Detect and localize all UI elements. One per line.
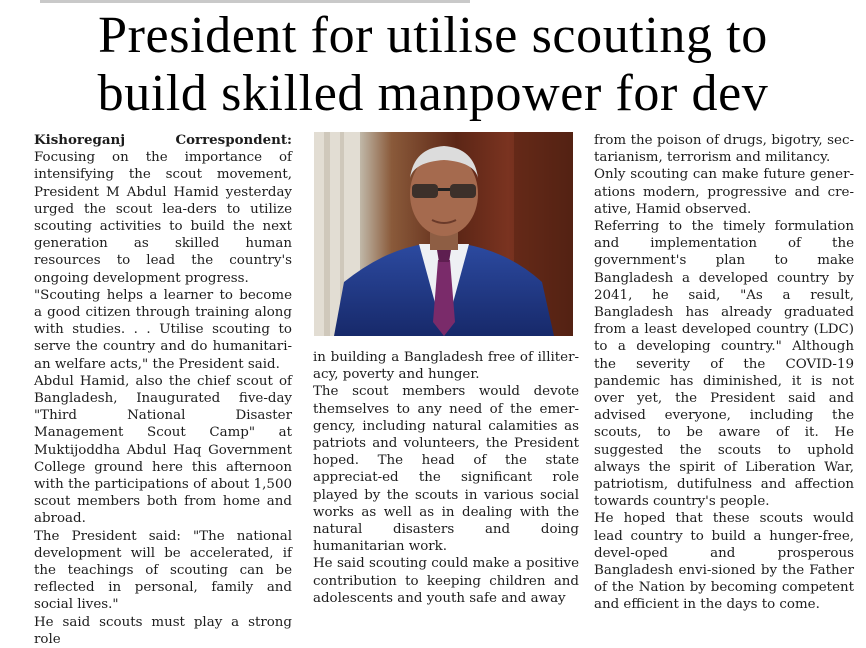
headline-line-1: President for utilise scouting to	[98, 7, 768, 64]
paragraph-text: Focusing on the importance of intensifying the scout movement, President M Abdul Hamid yesterday urged the scout lea-ders to utilize scouting activities to build the next generation as skilled human resources to lead the country's ongoing development progress.	[34, 150, 292, 286]
paragraph: He hoped that these scouts would lead country to build a hunger-free, devel-oped and prosperous Bangladesh envi-sioned by the Father of the Nation by becoming competent and efficient in the days to come.	[594, 511, 854, 613]
president-photo	[314, 132, 573, 336]
article-column-1	[34, 132, 292, 648]
paragraph: He said scouting could make a positive contribution to keeping children and adolescents and youth safe and away	[313, 556, 579, 606]
article-column-2	[313, 349, 579, 607]
top-rule	[40, 0, 470, 3]
paragraph: Only scouting can make future gener-ations modern, progressive and cre-ative, Hamid observed.	[594, 167, 854, 217]
paragraph: The President said: "The national development will be accelerated, if the teachings of scouting can be reflected in personal, family and social lives."	[34, 528, 292, 613]
paragraph: The scout members would devote themselves to any need of the emer-gency, including natural calamities as patriots and volunteers, the President hoped. The head of the state appreciat-ed the significant role played by the scouts in various social works as well as in dealing with the natural disasters and doing humanitarian work.	[313, 384, 579, 555]
article-column-3	[594, 132, 854, 614]
paragraph: "Scouting helps a learner to become a good citizen through training along with studies. . . Utilise scouting to serve the country and do humanitari-an welfare acts," the President said.	[34, 287, 292, 372]
paragraph: Referring to the timely formulation and implementation of the government's plan to make Bangladesh a developed country by 2041, he said, "As a result, Bangladesh has already graduated from a least developed country (LDC) to a developing country." Although the severity of the COVID-19 pandemic has diminished, it is not over yet, the President said and advised everyone, including the scouts, to be aware of it. He suggested the scouts to uphold always the spirit of Liberation War, patriotism, dutifulness and affection towards country's people.	[594, 219, 854, 510]
headline-line-2: build skilled manpower for dev	[97, 65, 769, 122]
paragraph: in building a Bangladesh free of illiter-acy, poverty and hunger.	[313, 350, 579, 383]
paragraph	[34, 132, 292, 287]
paragraph: Abdul Hamid, also the chief scout of Bangladesh, Inaugurated five-day "Third National Disaster Management Scout Camp" at Muktijoddha Abdul Haq Government College ground here this afternoon with the participations of about 1,500 scout members both from home and abroad.	[34, 373, 292, 527]
paragraph: He said scouts must play a strong role	[34, 614, 292, 647]
paragraph: from the poison of drugs, bigotry, sec-tarianism, terrorism and militancy.	[594, 133, 854, 166]
byline: Kishoreganj Correspondent:	[34, 132, 292, 148]
